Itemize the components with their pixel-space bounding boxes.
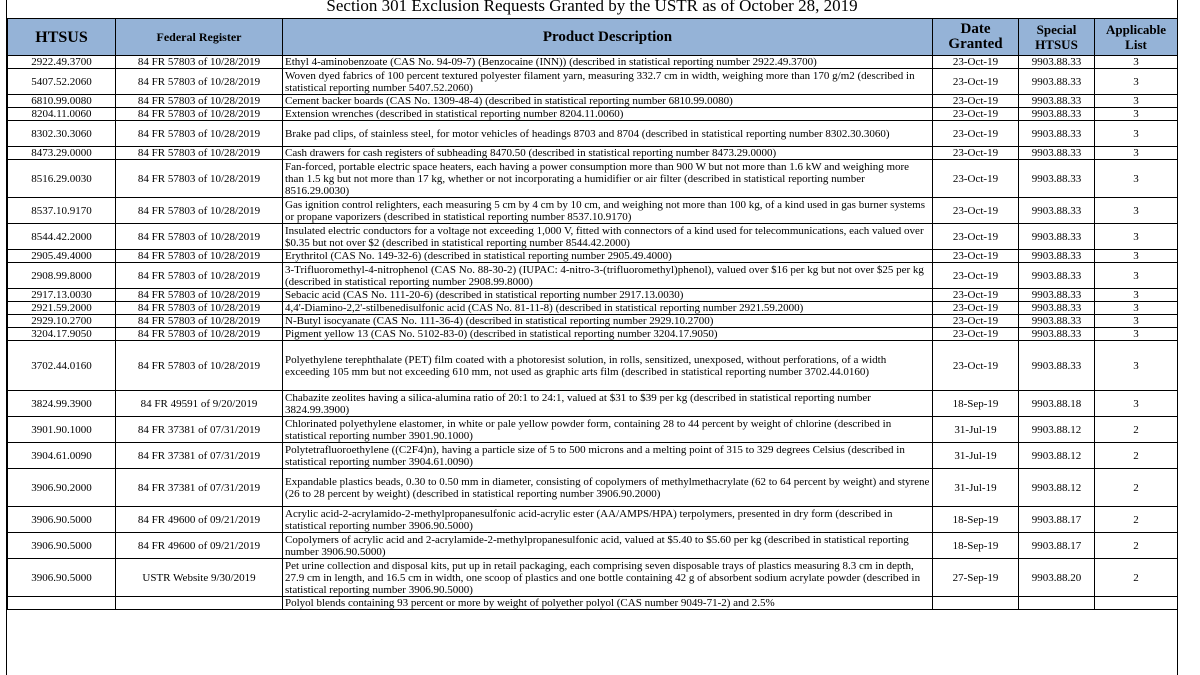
page-title: Section 301 Exclusion Requests Granted by the USTR as of October 28, 2019 [326, 0, 858, 15]
table-row [8, 443, 1178, 469]
header-federal-register: Federal Register [116, 19, 283, 56]
table-row [8, 95, 1178, 108]
table-row [8, 250, 1178, 263]
cell-special-htsus: 9903.88.33 [1019, 121, 1095, 147]
cell-applicable-list: 3 [1095, 198, 1178, 224]
cell-special-htsus: 9903.88.33 [1019, 250, 1095, 263]
header-special-htsus: Special HTSUS [1019, 19, 1095, 56]
cell-special-htsus: 9903.88.33 [1019, 263, 1095, 289]
cell-product-description: Polyethylene terephthalate (PET) film coated with a photoresist solution, in rolls, sensitized, unexposed, without perforations, of a width exceeding 105 mm but not exceeding 610 mm, not used as graphic arts film (described in statistical reporting number 3702.44.0160) [283, 341, 933, 391]
cell-product-description: Chlorinated polyethylene elastomer, in white or pale yellow powder form, containing 28 to 44 percent by weight of chlorine (described in statistical reporting number 3901.90.1000) [283, 417, 933, 443]
cell-product-description: Woven dyed fabrics of 100 percent textured polyester filament yarn, measuring 332.7 cm in width, weighing more than 170 g/m2 (described in statistical reporting number 5407.52.2060) [283, 69, 933, 95]
cell-htsus: 3204.17.9050 [8, 328, 116, 341]
cell-htsus: 8204.11.0060 [8, 108, 116, 121]
cell-applicable-list: 2 [1095, 443, 1178, 469]
cell-federal-register: 84 FR 57803 of 10/28/2019 [116, 250, 283, 263]
cell-federal-register: 84 FR 57803 of 10/28/2019 [116, 69, 283, 95]
cell-product-description: 3-Trifluoromethyl-4-nitrophenol (CAS No. 88-30-2) (IUPAC: 4-nitro-3-(trifluoromethyl)phenol), valued over $16 per kg but not over $25 per kg (described in statistical reporting number 2908.99.8000) [283, 263, 933, 289]
cell-htsus: 2905.49.4000 [8, 250, 116, 263]
exclusions-table [7, 18, 1178, 610]
cell-date-granted: 23-Oct-19 [933, 69, 1019, 95]
cell-htsus: 2908.99.8000 [8, 263, 116, 289]
cell-product-description: Polyol blends containing 93 percent or more by weight of polyether polyol (CAS number 9049-71-2) and 2.5% [283, 597, 933, 610]
cell-special-htsus: 9903.88.33 [1019, 289, 1095, 302]
cell-product-description: Gas ignition control relighters, each measuring 5 cm by 4 cm by 10 cm, and weighing not more than 100 kg, of a kind used in gas burner systems or propane vaporizers (described in statistical reporting number 8537.10.9170) [283, 198, 933, 224]
cell-htsus: 2929.10.2700 [8, 315, 116, 328]
cell-federal-register: 84 FR 57803 of 10/28/2019 [116, 108, 283, 121]
table-row [8, 160, 1178, 198]
header-applicable-list: Applicable List [1095, 19, 1178, 56]
table-row [8, 56, 1178, 69]
cell-htsus: 2917.13.0030 [8, 289, 116, 302]
cell-htsus: 8302.30.3060 [8, 121, 116, 147]
cell-date-granted: 23-Oct-19 [933, 315, 1019, 328]
cell-date-granted: 18-Sep-19 [933, 507, 1019, 533]
cell-special-htsus: 9903.88.12 [1019, 417, 1095, 443]
table-row [8, 328, 1178, 341]
cell-applicable-list: 3 [1095, 224, 1178, 250]
cell-applicable-list: 3 [1095, 250, 1178, 263]
cell-htsus: 8537.10.9170 [8, 198, 116, 224]
table-row [8, 417, 1178, 443]
cell-applicable-list: 3 [1095, 391, 1178, 417]
cell-federal-register: 84 FR 57803 of 10/28/2019 [116, 160, 283, 198]
cell-federal-register: 84 FR 37381 of 07/31/2019 [116, 417, 283, 443]
cell-federal-register: 84 FR 57803 of 10/28/2019 [116, 147, 283, 160]
cell-federal-register: 84 FR 57803 of 10/28/2019 [116, 341, 283, 391]
cell-applicable-list: 2 [1095, 533, 1178, 559]
cell-applicable-list: 3 [1095, 108, 1178, 121]
cell-product-description: Pigment yellow 13 (CAS No. 5102-83-0) (described in statistical reporting number 3204.17.9050) [283, 328, 933, 341]
cell-date-granted: 23-Oct-19 [933, 147, 1019, 160]
cell-date-granted: 23-Oct-19 [933, 341, 1019, 391]
cell-federal-register: 84 FR 37381 of 07/31/2019 [116, 469, 283, 507]
cell-product-description: Insulated electric conductors for a voltage not exceeding 1,000 V, fitted with connectors of a kind used for telecommunications, each valued over $0.35 but not over $2 (described in statistical reporting number 8544.42.2000) [283, 224, 933, 250]
cell-htsus: 3906.90.2000 [8, 469, 116, 507]
cell-htsus: 3906.90.5000 [8, 507, 116, 533]
cell-federal-register: 84 FR 57803 of 10/28/2019 [116, 328, 283, 341]
cell-special-htsus: 9903.88.33 [1019, 69, 1095, 95]
table-row [8, 507, 1178, 533]
cell-date-granted: 18-Sep-19 [933, 391, 1019, 417]
cell-applicable-list: 3 [1095, 121, 1178, 147]
cell-date-granted: 23-Oct-19 [933, 289, 1019, 302]
cell-date-granted: 18-Sep-19 [933, 533, 1019, 559]
cell-date-granted: 27-Sep-19 [933, 559, 1019, 597]
cell-product-description: Pet urine collection and disposal kits, put up in retail packaging, each comprising seven disposable trays of plastics measuring 8.3 cm in depth, 27.9 cm in length, and 16.5 cm in width, one scoop of plastics and one bottle containing 42 g of absorbent sodium acrylate powder (described in statistical reporting number 3906.90.5000) [283, 559, 933, 597]
cell-product-description: Cement backer boards (CAS No. 1309-48-4) (described in statistical reporting number 6810.99.0080) [283, 95, 933, 108]
cell-product-description: Ethyl 4-aminobenzoate (CAS No. 94-09-7) (Benzocaine (INN)) (described in statistical reporting number 2922.49.3700) [283, 56, 933, 69]
cell-special-htsus: 9903.88.20 [1019, 559, 1095, 597]
cell-date-granted: 23-Oct-19 [933, 250, 1019, 263]
cell-htsus: 8516.29.0030 [8, 160, 116, 198]
cell-htsus: 3901.90.1000 [8, 417, 116, 443]
cell-date-granted: 23-Oct-19 [933, 108, 1019, 121]
cell-htsus: 8544.42.2000 [8, 224, 116, 250]
cell-date-granted: 23-Oct-19 [933, 263, 1019, 289]
table-row [8, 315, 1178, 328]
cell-applicable-list: 2 [1095, 507, 1178, 533]
cell-applicable-list: 2 [1095, 559, 1178, 597]
spreadsheet-page [6, 0, 1178, 675]
cell-federal-register: 84 FR 57803 of 10/28/2019 [116, 263, 283, 289]
cell-date-granted: 31-Jul-19 [933, 469, 1019, 507]
cell-date-granted: 23-Oct-19 [933, 302, 1019, 315]
cell-federal-register: 84 FR 57803 of 10/28/2019 [116, 224, 283, 250]
cell-product-description: 4,4'-Diamino-2,2'-stilbenedisulfonic acid (CAS No. 81-11-8) (described in statistical reporting number 2921.59.2000) [283, 302, 933, 315]
cell-date-granted [933, 597, 1019, 610]
cell-federal-register: 84 FR 57803 of 10/28/2019 [116, 302, 283, 315]
cell-special-htsus: 9903.88.33 [1019, 95, 1095, 108]
cell-product-description: Cash drawers for cash registers of subheading 8470.50 (described in statistical reporting number 8473.29.0000) [283, 147, 933, 160]
cell-htsus [8, 597, 116, 610]
table-row [8, 341, 1178, 391]
cell-applicable-list: 2 [1095, 469, 1178, 507]
cell-htsus: 2921.59.2000 [8, 302, 116, 315]
cell-special-htsus: 9903.88.33 [1019, 315, 1095, 328]
cell-applicable-list: 3 [1095, 69, 1178, 95]
cell-product-description: Chabazite zeolites having a silica-alumina ratio of 20:1 to 24:1, valued at $31 to $39 per kg (described in statistical reporting number 3824.99.3900) [283, 391, 933, 417]
cell-federal-register: 84 FR 49600 of 09/21/2019 [116, 507, 283, 533]
cell-htsus: 8473.29.0000 [8, 147, 116, 160]
cell-applicable-list: 3 [1095, 289, 1178, 302]
cell-applicable-list: 3 [1095, 160, 1178, 198]
table-row [8, 302, 1178, 315]
cell-applicable-list [1095, 597, 1178, 610]
table-row [8, 289, 1178, 302]
cell-special-htsus [1019, 597, 1095, 610]
table-body [8, 56, 1178, 610]
cell-special-htsus: 9903.88.33 [1019, 56, 1095, 69]
cell-federal-register: USTR Website 9/30/2019 [116, 559, 283, 597]
table-row [8, 147, 1178, 160]
cell-htsus: 3906.90.5000 [8, 559, 116, 597]
table-row [8, 263, 1178, 289]
cell-product-description: Fan-forced, portable electric space heaters, each having a power consumption more than 900 W but not more than 1.6 kW and weighing more than 1.5 kg but not more than 17 kg, whether or not incorporating a humidifier or air filter (described in statistical reporting number 8516.29.0030) [283, 160, 933, 198]
cell-federal-register: 84 FR 49591 of 9/20/2019 [116, 391, 283, 417]
table-header-row [8, 19, 1178, 56]
cell-federal-register: 84 FR 57803 of 10/28/2019 [116, 95, 283, 108]
cell-applicable-list: 2 [1095, 417, 1178, 443]
cell-federal-register: 84 FR 57803 of 10/28/2019 [116, 121, 283, 147]
cell-applicable-list: 3 [1095, 328, 1178, 341]
cell-federal-register: 84 FR 49600 of 09/21/2019 [116, 533, 283, 559]
table-row [8, 224, 1178, 250]
cell-special-htsus: 9903.88.33 [1019, 147, 1095, 160]
cell-special-htsus: 9903.88.17 [1019, 507, 1095, 533]
cell-applicable-list: 3 [1095, 302, 1178, 315]
cell-date-granted: 23-Oct-19 [933, 95, 1019, 108]
cell-federal-register [116, 597, 283, 610]
cell-federal-register: 84 FR 37381 of 07/31/2019 [116, 443, 283, 469]
cell-htsus: 2922.49.3700 [8, 56, 116, 69]
cell-special-htsus: 9903.88.33 [1019, 160, 1095, 198]
cell-product-description: Acrylic acid-2-acrylamido-2-methylpropanesulfonic acid-acrylic ester (AA/AMPS/HPA) terpolymers, presented in dry form (described in statistical reporting number 3906.90.5000) [283, 507, 933, 533]
cell-date-granted: 23-Oct-19 [933, 198, 1019, 224]
cell-special-htsus: 9903.88.17 [1019, 533, 1095, 559]
cell-applicable-list: 3 [1095, 263, 1178, 289]
cell-applicable-list: 3 [1095, 56, 1178, 69]
cell-htsus: 3906.90.5000 [8, 533, 116, 559]
cell-htsus: 6810.99.0080 [8, 95, 116, 108]
table-row [8, 533, 1178, 559]
cell-htsus: 3904.61.0090 [8, 443, 116, 469]
cell-special-htsus: 9903.88.33 [1019, 224, 1095, 250]
cell-product-description: Polytetrafluoroethylene ((C2F4)n), having a particle size of 5 to 500 microns and a melting point of 315 to 329 degrees Celsius (described in statistical reporting number 3904.61.0090) [283, 443, 933, 469]
cell-product-description: Copolymers of acrylic acid and 2-acrylamide-2-methylpropanesulfonic acid, valued at $5.40 to $5.60 per kg (described in statistical reporting number 3906.90.5000) [283, 533, 933, 559]
cell-applicable-list: 3 [1095, 147, 1178, 160]
cell-date-granted: 23-Oct-19 [933, 224, 1019, 250]
header-date-granted: Date Granted [933, 19, 1019, 56]
table-row [8, 391, 1178, 417]
cell-product-description: Expandable plastics beads, 0.30 to 0.50 mm in diameter, consisting of copolymers of methylmethacrylate (62 to 64 percent by weight) and styrene (26 to 28 percent by weight) (described in statistical reporting number 3906.90.2000) [283, 469, 933, 507]
cell-date-granted: 23-Oct-19 [933, 328, 1019, 341]
cell-special-htsus: 9903.88.33 [1019, 328, 1095, 341]
cell-special-htsus: 9903.88.12 [1019, 469, 1095, 507]
cell-date-granted: 31-Jul-19 [933, 417, 1019, 443]
cell-applicable-list: 3 [1095, 95, 1178, 108]
cell-special-htsus: 9903.88.33 [1019, 108, 1095, 121]
cell-special-htsus: 9903.88.33 [1019, 198, 1095, 224]
cell-federal-register: 84 FR 57803 of 10/28/2019 [116, 56, 283, 69]
header-product-description: Product Description [283, 19, 933, 56]
cell-product-description: Erythritol (CAS No. 149-32-6) (described in statistical reporting number 2905.49.4000) [283, 250, 933, 263]
cell-product-description: Extension wrenches (described in statistical reporting number 8204.11.0060) [283, 108, 933, 121]
cell-special-htsus: 9903.88.33 [1019, 302, 1095, 315]
cell-special-htsus: 9903.88.33 [1019, 341, 1095, 391]
cell-htsus: 5407.52.2060 [8, 69, 116, 95]
table-row [8, 469, 1178, 507]
cell-special-htsus: 9903.88.12 [1019, 443, 1095, 469]
table-row [8, 559, 1178, 597]
table-row [8, 69, 1178, 95]
table-row [8, 597, 1178, 610]
cell-applicable-list: 3 [1095, 315, 1178, 328]
cell-product-description: N-Butyl isocyanate (CAS No. 111-36-4) (described in statistical reporting number 2929.10.2700) [283, 315, 933, 328]
cell-special-htsus: 9903.88.18 [1019, 391, 1095, 417]
cell-date-granted: 23-Oct-19 [933, 56, 1019, 69]
cell-date-granted: 31-Jul-19 [933, 443, 1019, 469]
table-row [8, 198, 1178, 224]
cell-applicable-list: 3 [1095, 341, 1178, 391]
cell-federal-register: 84 FR 57803 of 10/28/2019 [116, 289, 283, 302]
table-row [8, 108, 1178, 121]
cell-product-description: Sebacic acid (CAS No. 111-20-6) (described in statistical reporting number 2917.13.0030) [283, 289, 933, 302]
cell-federal-register: 84 FR 57803 of 10/28/2019 [116, 315, 283, 328]
cell-htsus: 3824.99.3900 [8, 391, 116, 417]
cell-date-granted: 23-Oct-19 [933, 160, 1019, 198]
cell-product-description: Brake pad clips, of stainless steel, for motor vehicles of headings 8703 and 8704 (described in statistical reporting number 8302.30.3060) [283, 121, 933, 147]
cell-htsus: 3702.44.0160 [8, 341, 116, 391]
cell-date-granted: 23-Oct-19 [933, 121, 1019, 147]
table-row [8, 121, 1178, 147]
header-htsus: HTSUS [8, 19, 116, 56]
cell-federal-register: 84 FR 57803 of 10/28/2019 [116, 198, 283, 224]
